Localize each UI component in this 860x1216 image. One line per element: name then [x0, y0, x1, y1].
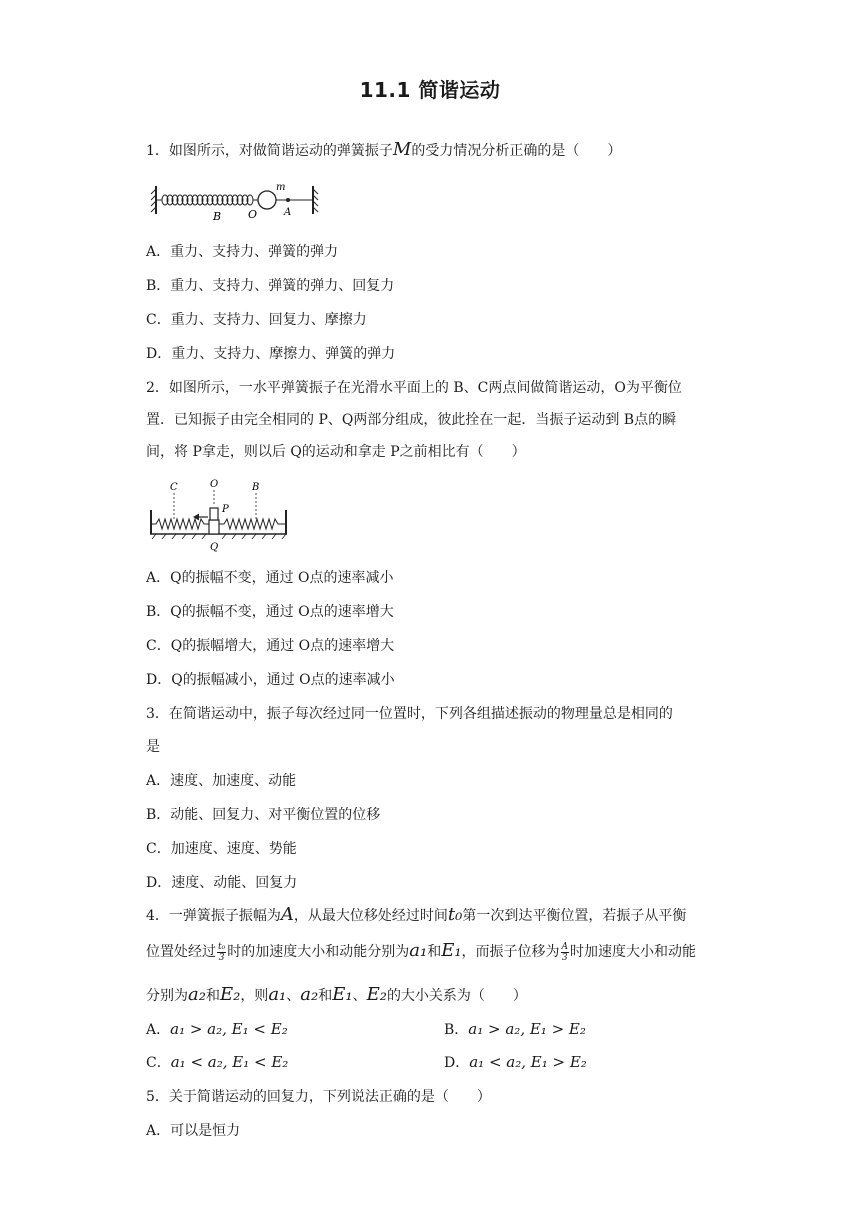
q3-option-c: C．加速度、速度、势能 [146, 841, 297, 857]
label-A: A [284, 207, 292, 218]
q2-option-a: A．Q的振幅不变，通过 O点的速率减小 [146, 570, 394, 586]
label-B: B [213, 210, 222, 223]
question-5-stem: 5．关于简谐运动的回复力，下列说法正确的是（ ） [146, 1089, 491, 1105]
question-4-stem-line-1: 4．一弹簧振子振幅为A，从最大位移处经过时间t₀第一次到达平衡位置，若振子从平衡 [146, 904, 687, 925]
label-O: O [210, 479, 219, 490]
label-m: m [276, 182, 286, 193]
q4-option-c: C．a₁ < a₂, E₁ < E₂ [146, 1053, 289, 1071]
question-2-stem-line-2: 置．已知振子由完全相同的 P、Q两部分组成，彼此拴在一起．当振子运动到 B点的瞬 [146, 412, 677, 428]
q1-option-a: A．重力、支持力、弹簧的弹力 [146, 244, 339, 260]
q3-option-d: D．速度、动能、回复力 [146, 875, 298, 891]
spring-oscillator-figure-2 [148, 476, 290, 554]
q3-option-b: B．动能、回复力、对平衡位置的位移 [146, 807, 381, 823]
label-O: O [248, 208, 258, 221]
question-2-stem-line-1: 2．如图所示，一水平弹簧振子在光滑水平面上的 B、C两点间做简谐运动，O为平衡位 [146, 380, 682, 396]
q4-option-d: D．a₁ < a₂, E₁ > E₂ [444, 1053, 587, 1071]
fraction-A-over-3: $\frac{A}{3}$ [561, 941, 569, 963]
q1-option-b: B．重力、支持力、弹簧的弹力、回复力 [146, 278, 395, 294]
q1-option-d: D．重力、支持力、摩擦力、弹簧的弹力 [146, 346, 396, 362]
label-B: B [252, 482, 260, 493]
question-1-stem: 1．如图所示，对做简谐运动的弹簧振子M的受力情况分析正确的是（ ） [146, 139, 622, 160]
q4-option-a: A．a₁ > a₂, E₁ < E₂ [146, 1020, 288, 1038]
question-3-stem-line-1: 3．在简谐运动中，振子每次经过同一位置时，下列各组描述振动的物理量总是相同的 [146, 706, 673, 722]
block-Q [209, 520, 219, 534]
question-4-stem-line-2: 位置处经过 $\frac{\text{t₀}}{3}$ 时的加速度大小和动能分别为a₁和E₁，而振子位移为 $\frac{A}{3}$ 时加速度大小和动能 [146, 940, 697, 963]
q1-option-c: C．重力、支持力、回复力、摩擦力 [146, 312, 367, 328]
spring-oscillator-figure-1 [150, 180, 322, 224]
q2-option-b: B．Q的振幅不变，通过 O点的速率增大 [146, 604, 394, 620]
q2-option-c: C．Q的振幅增大，通过 O点的速率增大 [146, 638, 395, 654]
question-2-stem-line-3: 间，将 P拿走，则以后 Q的运动和拿走 P之前相比有（ ） [146, 444, 526, 460]
q3-option-a: A．速度、加速度、动能 [146, 773, 297, 789]
question-3-stem-line-2: 是 [146, 739, 160, 755]
question-4-stem-line-3: 分别为a₂和E₂，则a₁、a₂和E₁、E₂的大小关系为（ ） [146, 984, 527, 1005]
label-P: P [222, 504, 229, 515]
block-P [210, 508, 218, 520]
page-title: 11.1 简谐运动 [359, 78, 501, 102]
mass-ball [258, 191, 276, 209]
q4-option-b: B．a₁ > a₂, E₁ > E₂ [444, 1020, 586, 1038]
fraction-t0-over-3: $\frac{\text{t₀}}{3}$ [218, 941, 226, 963]
label-C: C [170, 482, 178, 493]
q2-option-d: D．Q的振幅减小，通过 O点的速率减小 [146, 672, 395, 688]
label-Q: Q [210, 542, 219, 553]
q5-option-a: A．可以是恒力 [146, 1123, 241, 1139]
